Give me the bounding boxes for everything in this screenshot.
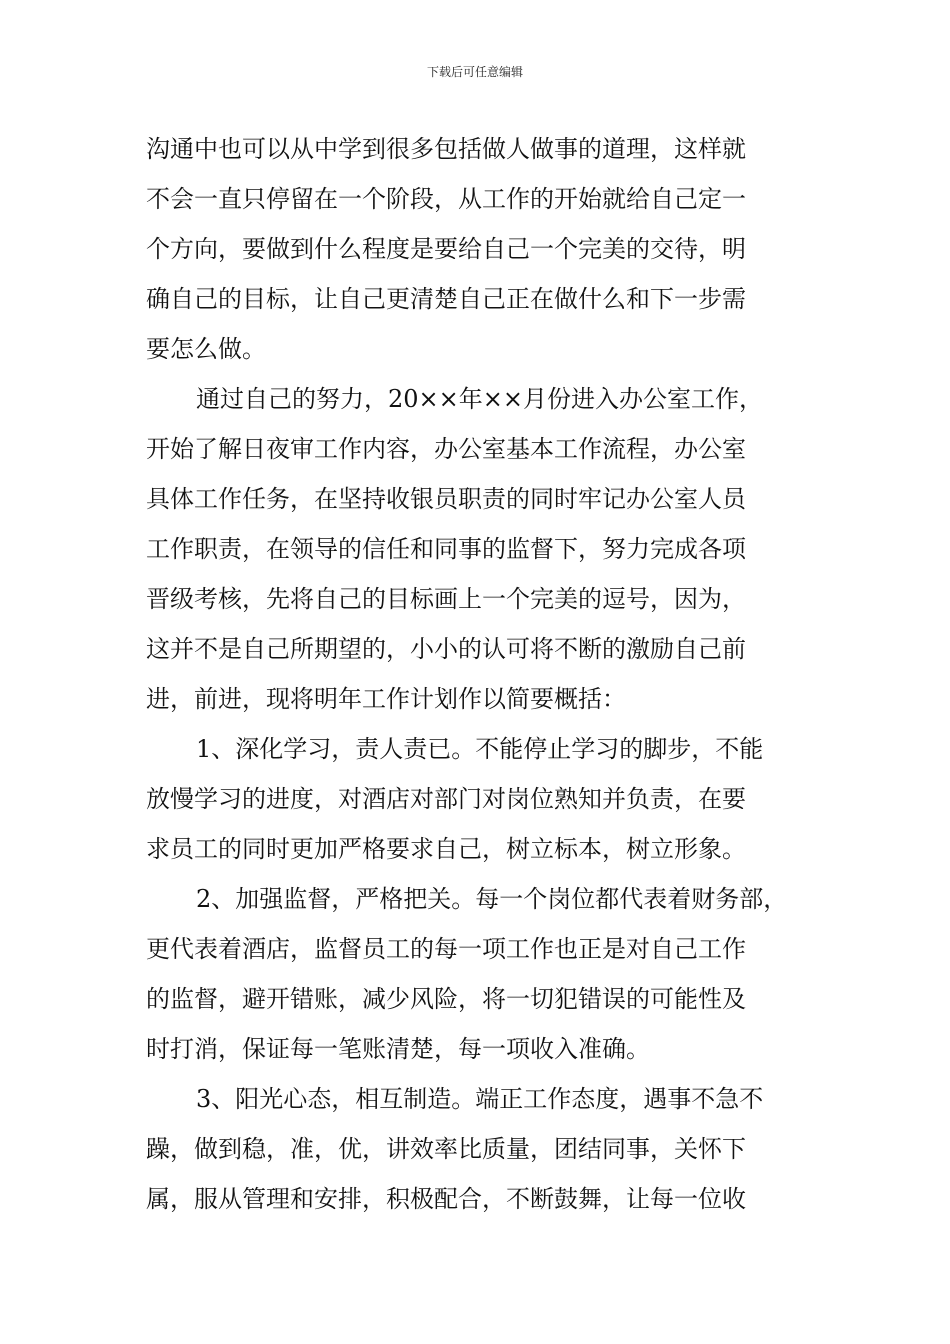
text-line: 这并不是自己所期望的，小小的认可将不断的激励自己前 — [146, 635, 746, 663]
text-line: 更代表着酒店，监督员工的每一项工作也正是对自己工作 — [146, 935, 746, 963]
text-line: 确自己的目标，让自己更清楚自己正在做什么和下一步需 — [146, 285, 746, 313]
paragraph-continuation — [146, 124, 818, 374]
paragraph-item-1 — [146, 724, 818, 874]
text-line: 具体工作任务，在坚持收银员职责的同时牢记办公室人员 — [146, 485, 746, 513]
text-line: 1、深化学习，责人责已。不能停止学习的脚步，不能 — [196, 735, 764, 763]
text-line: 2、加强监督，严格把关。每一个岗位都代表着财务部， — [196, 885, 788, 913]
text-line: 躁，做到稳，准，优，讲效率比质量，团结同事，关怀下 — [146, 1135, 746, 1163]
text-line: 个方向，要做到什么程度是要给自己一个完美的交待，明 — [146, 235, 746, 263]
text-line: 工作职责，在领导的信任和同事的监督下，努力完成各项 — [146, 535, 746, 563]
text-line: 沟通中也可以从中学到很多包括做人做事的道理，这样就 — [146, 135, 746, 163]
text-line: 3、阳光心态，相互制造。端正工作态度，遇事不急不 — [196, 1085, 764, 1113]
text-line: 时打消，保证每一笔账清楚，每一项收入准确。 — [146, 1035, 650, 1063]
text-line: 进，前进，现将明年工作计划作以简要概括： — [146, 685, 626, 713]
text-line: 要怎么做。 — [146, 335, 266, 363]
text-line: 属，服从管理和安排，积极配合，不断鼓舞，让每一位收 — [146, 1185, 746, 1213]
text-line: 通过自己的努力，20××年××月份进入办公室工作， — [196, 385, 763, 413]
text-line: 不会一直只停留在一个阶段，从工作的开始就给自己定一 — [146, 185, 746, 213]
text-line: 开始了解日夜审工作内容，办公室基本工作流程，办公室 — [146, 435, 746, 463]
paragraph-item-2 — [146, 874, 818, 1074]
document-body — [146, 124, 818, 1224]
text-line: 晋级考核，先将自己的目标画上一个完美的逗号，因为， — [146, 585, 746, 613]
paragraph-item-3 — [146, 1074, 818, 1224]
paragraph-office-work — [146, 374, 818, 724]
text-line: 的监督，避开错账，减少风险，将一切犯错误的可能性及 — [146, 985, 746, 1013]
text-line: 放慢学习的进度，对酒店对部门对岗位熟知并负责，在要 — [146, 785, 746, 813]
text-line: 求员工的同时更加严格要求自己，树立标本，树立形象。 — [146, 835, 746, 863]
page-header: 下载后可任意编辑 — [426, 65, 523, 79]
